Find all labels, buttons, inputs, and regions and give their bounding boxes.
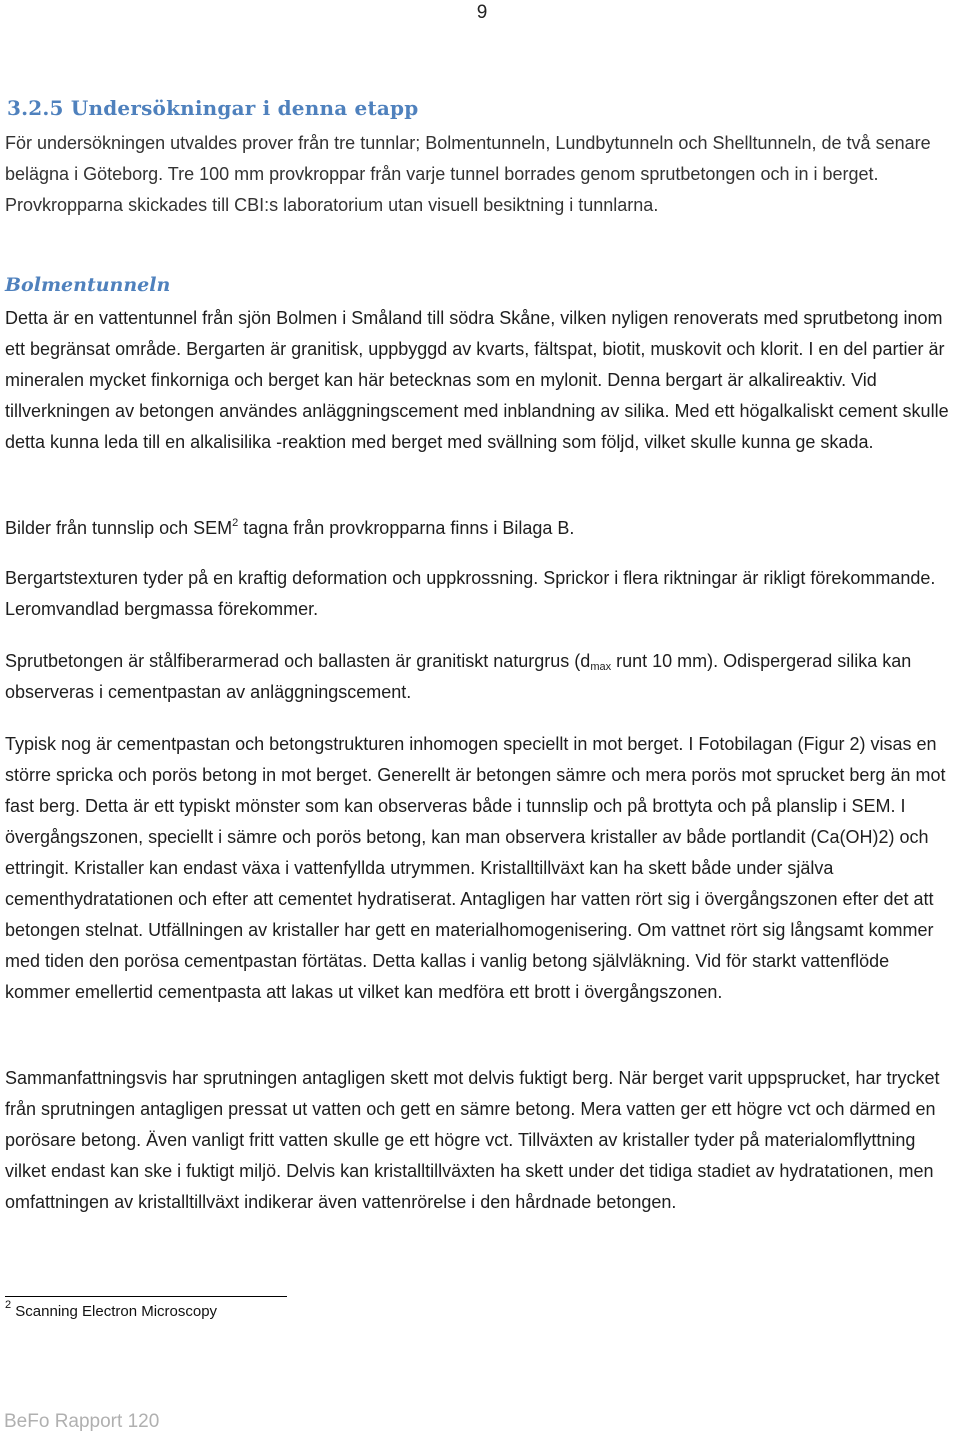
page-footer: BeFo Rapport 120 [4,1411,160,1432]
intro-paragraph: För undersökningen utvaldes prover från tre tunnlar; Bolmentunneln, Lundbytunneln och Shelltunneln, de två senare belägna i Göteborg. Tre 100 mm provkroppar från varje tunnel borrades genom sprutbetongen och in i berget. Provkropparna skickades till CBI:s laboratorium utan visuell besiktning i tunnlarna. [5,133,931,215]
footnote [5,1300,705,1324]
footnote-text: Scanning Electron Microscopy [11,1303,218,1320]
paragraph-2-text-end: tagna från provkropparna finns i Bilaga B. [238,518,575,538]
paragraph-5: Typisk nog är cementpastan och betongstrukturen inhomogen speciellt in mot berget. I Fotobilagan (Figur 2) visas en större spricka och porös betong in mot berget. Generellt är betongen sämre och mera porös mot sprucket berg än mot fast berg. Detta är ett typiskt mönster som kan observeras både i tunnslip och på brottyta och på planslip i SEM. I övergångszonen, speciellt i sämre och porös betong, kan man observera kristaller av både portlandit (Ca(OH)2) och ettringit. Kristaller kan endast växa i vattenfyllda utrymmen. Kristalltillväxt kan ha skett både under själva cementhydratationen och efter att cementet hydratiserat. Antagligen har vatten rört sig i övergångszonen efter det att betongen stelnat. Utfällningen av kristaller har gett en materialhomogenisering. Om vattnet rört sig långsamt kommer med tiden den porösa cementpastan förtätas. Detta kallas i vanlig betong självläkning. Vid för starkt vattenflöde kommer emellertid cementpasta att lakas ut vilket kan medföra ett brott i övergångszonen. [5,734,946,1002]
paragraph-3: Bergartstexturen tyder på en kraftig deformation och uppkrossning. Sprickor i flera riktningar är rikligt förekommande. Leromvandlad bergmassa förekommer. [5,568,936,619]
paragraph-2 [5,513,955,544]
footnote-divider [5,1296,287,1297]
page-number: 9 [476,2,488,23]
subsection-heading: Bolmentunneln [5,274,171,296]
paragraph-4-text-end: runt 10 mm). Odispergerad silika kan observeras i cementpastan av anläggningscement. [5,651,912,702]
paragraph-2-text: Bilder från tunnslip och SEM [5,518,233,538]
footnote-number: 2 [5,1299,12,1311]
paragraph-4-text: Sprutbetongen är stålfiberarmerad och ballasten är granitiskt naturgrus (d [5,651,591,671]
subscript-max: max [590,661,612,673]
section-heading: 3.2.5 Undersökningar i denna etapp [7,96,419,120]
footnote-ref: 2 [232,517,239,529]
paragraph-4 [5,646,955,708]
paragraph-6: Sammanfattningsvis har sprutningen antagligen skett mot delvis fuktigt berg. När berget varit uppsprucket, har trycket från sprutningen antagligen pressat ut vatten och gett en sämre betong. Mera vatten ger ett högre vct och därmed en porösare betong. Även vanligt fritt vatten skulle ge ett högre vct. Tillväxten av kristaller tyder på materialomflyttning vilket endast kan ske i fuktigt miljö. Delvis kan kristalltillväxten ha skett under det tidiga stadiet av hydratationen, men omfattningen av kristalltillväxt indikerar även vattenrörelse i den hårdnade betongen. [5,1068,940,1212]
paragraph-1: Detta är en vattentunnel från sjön Bolmen i Småland till södra Skåne, vilken nyligen renoverats med sprutbetong inom ett begränsat område. Bergarten är granitisk, uppbyggd av kvarts, fältspat, biotit, muskovit och klorit. I en del partier är mineralen mycket finkorniga och berget kan här betecknas som en mylonit. Denna bergart är alkalireaktiv. Vid tillverkningen av betongen användes anläggningscement med inblandning av silika. Med ett högalkaliskt cement skulle detta kunna leda till en alkalisilika -reaktion med berget med svällning som följd, vilket skulle kunna ge skada. [5,308,949,452]
